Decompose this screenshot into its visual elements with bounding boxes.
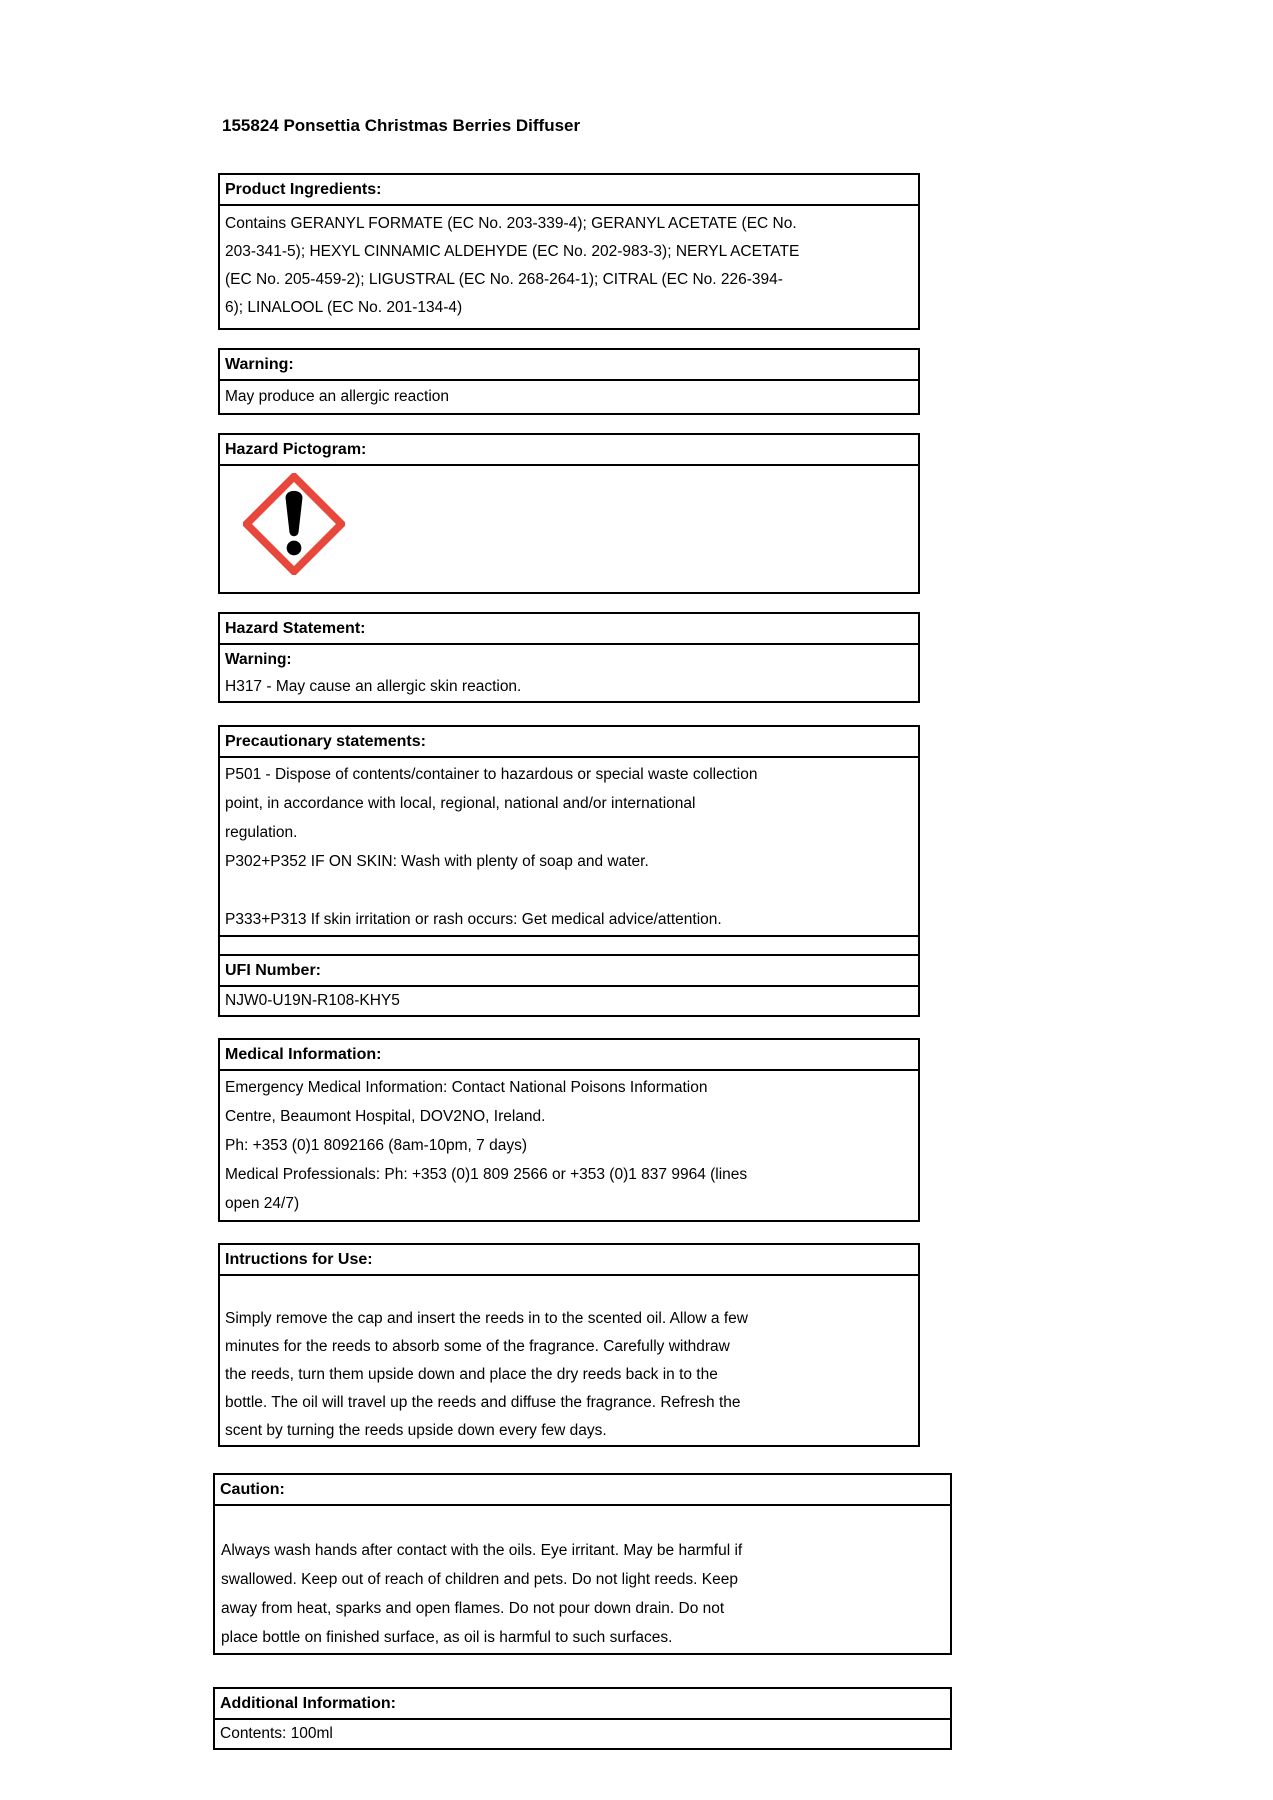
- hazard-statement-signal-word: Warning:: [225, 651, 292, 668]
- ufi-number-value: NJW0-U19N-R108-KHY5: [225, 992, 400, 1009]
- section-warning: [218, 348, 920, 415]
- additional-information-text: Contents: 100ml: [220, 1725, 333, 1742]
- section-precautionary-statements: [218, 725, 920, 1017]
- caution-header: Caution:: [215, 1475, 950, 1506]
- section-medical-information: [218, 1038, 920, 1222]
- additional-information-header: Additional Information:: [215, 1689, 950, 1720]
- medical-information-header: Medical Information:: [220, 1040, 918, 1071]
- hazard-statement-content: [220, 645, 918, 701]
- warning-header: Warning:: [220, 350, 918, 381]
- product-ingredients-text: Contains GERANYL FORMATE (EC No. 203-339-4); GERANYL ACETATE (EC No. 203-341-5); HEXYL CINNAMIC ALDEHYDE (EC No. 202-983-3); NERYL ACETATE (EC No. 205-459-2); LIGUSTRAL (EC No. 268-264-1); CITRAL (EC No. 226-394- 6); LINALOOL (EC No. 201-134-4): [225, 215, 800, 316]
- page-title: 155824 Ponsettia Christmas Berries Diffuser: [222, 116, 581, 135]
- hazard-statement-header: Hazard Statement:: [220, 614, 918, 645]
- ufi-number-header: UFI Number:: [220, 956, 918, 987]
- hazard-statement-text: H317 - May cause an allergic skin reaction.: [225, 678, 522, 695]
- section-instructions-for-use: [218, 1243, 920, 1447]
- section-product-ingredients: [218, 173, 920, 330]
- hazard-pictogram-content: [220, 466, 918, 592]
- empty-row: [220, 935, 918, 956]
- precautionary-header: Precautionary statements:: [220, 727, 918, 758]
- product-ingredients-header: Product Ingredients:: [220, 175, 918, 206]
- precautionary-text: P501 - Dispose of contents/container to hazardous or special waste collection point, in accordance with local, regional, national and/or international regulation. P302+P352 IF ON SKIN: Wash with plenty of soap and water. P333+P313 If skin irritation or rash occurs: Get medical advice/attention.: [225, 766, 758, 928]
- section-additional-information: [213, 1687, 952, 1750]
- section-hazard-pictogram: [218, 433, 920, 594]
- section-caution: [213, 1473, 952, 1655]
- medical-information-text: Emergency Medical Information: Contact National Poisons Information Centre, Beaumont Hospital, DOV2NO, Ireland. Ph: +353 (0)1 8092166 (8am-10pm, 7 days) Medical Professionals: Ph: +353 (0)1 809 2566 or +353 (0)1 837 9964 (lines open 24/7): [225, 1079, 748, 1212]
- ghs07-exclamation-mark-icon: [243, 473, 345, 575]
- instructions-for-use-text: Simply remove the cap and insert the reeds in to the scented oil. Allow a few minutes for the reeds to absorb some of the fragrance. Carefully withdraw the reeds, turn them upside down and place the dry reeds back in to the bottle. The oil will travel up the reeds and diffuse the fragrance. Refresh the scent by turning the reeds upside down every few days.: [225, 1310, 748, 1439]
- warning-text: May produce an allergic reaction: [225, 388, 450, 405]
- section-hazard-statement: [218, 612, 920, 703]
- caution-text: Always wash hands after contact with the oils. Eye irritant. May be harmful if swallowed. Keep out of reach of children and pets. Do not light reeds. Keep away from heat, sparks and open flames. Do not pour down drain. Do not place bottle on finished surface, as oil is harmful to such surfaces.: [221, 1542, 743, 1646]
- hazard-pictogram-header: Hazard Pictogram:: [220, 435, 918, 466]
- instructions-for-use-header: Intructions for Use:: [220, 1245, 918, 1276]
